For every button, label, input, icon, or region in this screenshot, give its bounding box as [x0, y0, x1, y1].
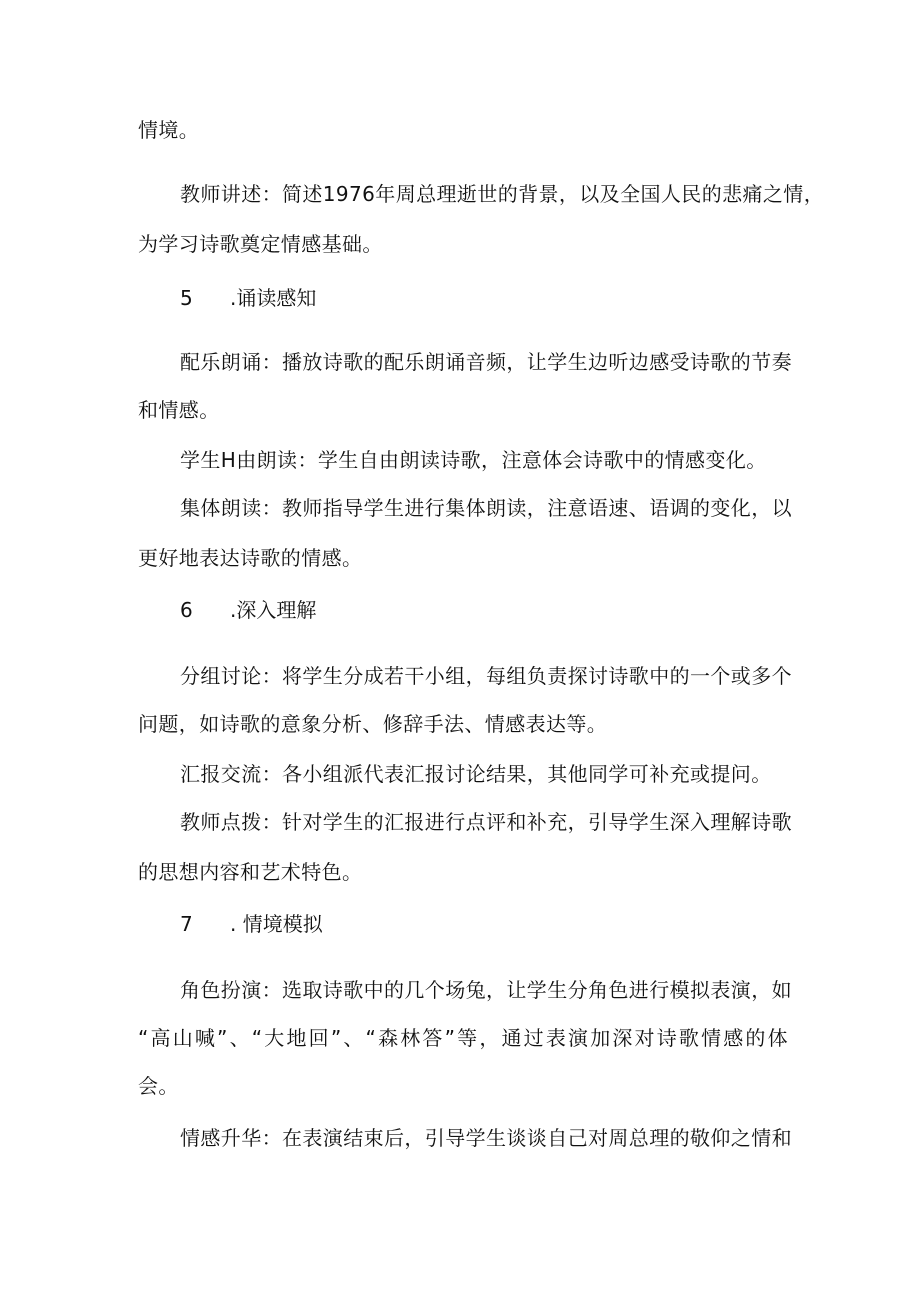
- paragraph-line: 为学习诗歌奠定情感基础。: [138, 232, 383, 256]
- paragraph-line: 更好地表达诗歌的情感。: [138, 546, 363, 570]
- paragraph-line: 的思想内容和艺术特色。: [138, 860, 363, 884]
- paragraph-line: 分组讨论：将学生分成若干小组，每组负责探讨诗歌中的一个或多个: [180, 664, 792, 688]
- paragraph-line: 和情感。: [138, 398, 220, 422]
- paragraph-line: 情感升华：在表演结束后，引导学生谈谈自己对周总理的敬仰之情和: [180, 1126, 792, 1150]
- paragraph-line: 情境。: [138, 118, 200, 142]
- paragraph-line: 配乐朗诵：播放诗歌的配乐朗诵音频，让学生边听边感受诗歌的节奏: [180, 350, 792, 374]
- section-title: . 情境模拟: [230, 912, 323, 936]
- paragraph-line: 集体朗读：教师指导学生进行集体朗读，注意语速、语调的变化，以: [180, 496, 792, 520]
- paragraph-line: 汇报交流：各小组派代表汇报讨论结果，其他同学可补充或提问。: [180, 762, 772, 786]
- section-title: .深入理解: [230, 598, 317, 622]
- section-number: 5: [180, 286, 193, 310]
- paragraph-line: 教师点拨：针对学生的汇报进行点评和补充，引导学生深入理解诗歌: [180, 810, 792, 834]
- paragraph-line: 会。: [138, 1074, 179, 1098]
- section-heading-7: [180, 910, 323, 938]
- section-number: 6: [180, 598, 193, 622]
- paragraph-line: 教师讲述：简述1976年周总理逝世的背景，以及全国人民的悲痛之情，: [180, 182, 825, 206]
- paragraph-line: 角色扮演：选取诗歌中的几个场兔，让学生分角色进行模拟表演，如: [180, 978, 792, 1002]
- section-number: 7: [180, 912, 193, 936]
- paragraph-line: 问题，如诗歌的意象分析、修辞手法、情感表达等。: [138, 712, 608, 736]
- section-heading-6: [180, 596, 316, 624]
- section-heading-5: [180, 284, 316, 312]
- section-title: .诵读感知: [230, 286, 317, 310]
- paragraph-line: 学生H由朗读：学生自由朗读诗歌，注意体会诗歌中的情感变化。: [180, 448, 767, 472]
- paragraph-line: “高山喊”、“大地回”、“森林答”等，通过表演加深对诗歌情感的体: [138, 1026, 788, 1050]
